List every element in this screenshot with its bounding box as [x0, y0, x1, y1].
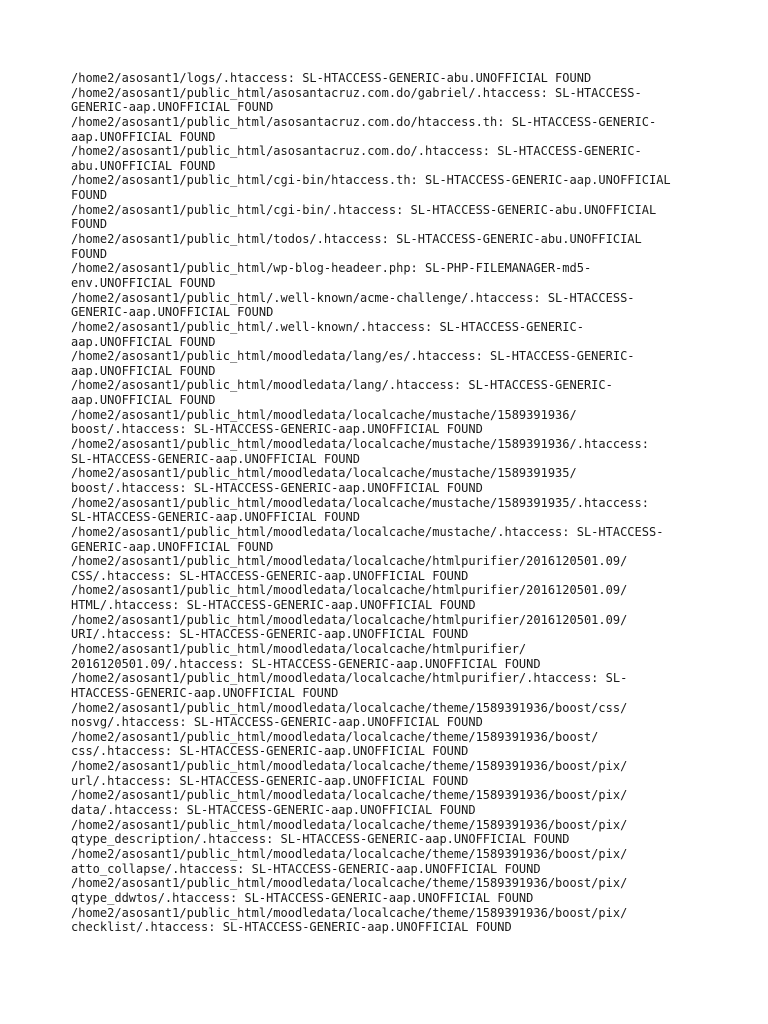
scan-result-entry [71, 466, 711, 495]
scan-result-entry [71, 86, 711, 115]
scan-result-line: HTACCESS-GENERIC-aap.UNOFFICIAL FOUND [71, 685, 339, 700]
scan-result-line: CSS/.htaccess: SL-HTACCESS-GENERIC-aap.UNOFFICIAL FOUND [71, 568, 469, 583]
scan-result-entry [71, 730, 711, 759]
scan-result-line: aap.UNOFFICIAL FOUND [71, 393, 216, 408]
scan-result-line: GENERIC-aap.UNOFFICIAL FOUND [71, 100, 274, 115]
scan-result-line: URI/.htaccess: SL-HTACCESS-GENERIC-aap.UNOFFICIAL FOUND [71, 627, 469, 642]
scan-result-line: SL-HTACCESS-GENERIC-aap.UNOFFICIAL FOUND [71, 451, 360, 466]
scan-result-entry [71, 788, 711, 817]
scan-result-entry [71, 144, 711, 173]
scan-result-line: /home2/asosant1/public_html/moodledata/localcache/theme/1589391936/boost/pix/ [71, 876, 628, 891]
scan-result-line: GENERIC-aap.UNOFFICIAL FOUND [71, 305, 274, 320]
scan-result-entry [71, 847, 711, 876]
scan-result-entry [71, 320, 711, 349]
scan-result-line: /home2/asosant1/public_html/moodledata/localcache/htmlpurifier/2016120501.09/ [71, 554, 628, 569]
scan-result-line: /home2/asosant1/public_html/moodledata/localcache/mustache/1589391936/.htaccess: [71, 437, 649, 452]
scan-result-entry [71, 496, 711, 525]
scan-result-line: /home2/asosant1/public_html/cgi-bin/htaccess.th: SL-HTACCESS-GENERIC-aap.UNOFFICIAL [71, 173, 671, 188]
scan-result-entry [71, 906, 711, 935]
scan-result-line: /home2/asosant1/public_html/moodledata/localcache/htmlpurifier/2016120501.09/ [71, 612, 628, 627]
scan-result-line: css/.htaccess: SL-HTACCESS-GENERIC-aap.UNOFFICIAL FOUND [71, 744, 469, 759]
scan-result-line: checklist/.htaccess: SL-HTACCESS-GENERIC-aap.UNOFFICIAL FOUND [71, 920, 512, 935]
scan-result-entry [71, 437, 711, 466]
scan-result-entry [71, 876, 711, 905]
scan-result-log [71, 71, 711, 935]
scan-result-entry [71, 115, 711, 144]
scan-result-entry [71, 349, 711, 378]
scan-result-line: /home2/asosant1/public_html/moodledata/localcache/mustache/1589391935/ [71, 466, 577, 481]
scan-result-line: /home2/asosant1/public_html/moodledata/localcache/theme/1589391936/boost/ [71, 729, 599, 744]
scan-result-line: /home2/asosant1/logs/.htaccess: SL-HTACCESS-GENERIC-abu.UNOFFICIAL FOUND [71, 71, 592, 85]
scan-result-line: FOUND [71, 188, 108, 203]
scan-result-line: boost/.htaccess: SL-HTACCESS-GENERIC-aap.UNOFFICIAL FOUND [71, 422, 483, 437]
scan-result-entry [71, 642, 711, 671]
scan-result-entry [71, 71, 711, 86]
scan-result-line: qtype_description/.htaccess: SL-HTACCESS-GENERIC-aap.UNOFFICIAL FOUND [71, 832, 570, 847]
scan-result-entry [71, 408, 711, 437]
scan-result-entry [71, 671, 711, 700]
scan-result-line: FOUND [71, 246, 108, 261]
scan-result-line: data/.htaccess: SL-HTACCESS-GENERIC-aap.UNOFFICIAL FOUND [71, 803, 476, 818]
scan-result-line: GENERIC-aap.UNOFFICIAL FOUND [71, 539, 274, 554]
scan-result-line: /home2/asosant1/public_html/moodledata/localcache/htmlpurifier/2016120501.09/ [71, 583, 628, 598]
scan-result-entry [71, 818, 711, 847]
scan-result-line: /home2/asosant1/public_html/moodledata/localcache/theme/1589391936/boost/pix/ [71, 905, 628, 920]
scan-result-entry [71, 525, 711, 554]
scan-result-entry [71, 759, 711, 788]
scan-result-line: abu.UNOFFICIAL FOUND [71, 158, 216, 173]
scan-result-line: /home2/asosant1/public_html/moodledata/localcache/mustache/.htaccess: SL-HTACCESS- [71, 524, 664, 539]
scan-result-line: /home2/asosant1/public_html/asosantacruz.com.do/.htaccess: SL-HTACCESS-GENERIC- [71, 144, 642, 159]
scan-result-entry [71, 701, 711, 730]
scan-result-line: /home2/asosant1/public_html/moodledata/localcache/mustache/1589391936/ [71, 407, 577, 422]
scan-result-line: /home2/asosant1/public_html/moodledata/localcache/htmlpurifier/.htaccess: SL- [71, 671, 628, 686]
scan-result-entry [71, 291, 711, 320]
scan-result-entry [71, 173, 711, 202]
scan-result-line: /home2/asosant1/public_html/moodledata/localcache/htmlpurifier/ [71, 641, 527, 656]
scan-result-line: /home2/asosant1/public_html/cgi-bin/.htaccess: SL-HTACCESS-GENERIC-abu.UNOFFICIAL [71, 202, 657, 217]
scan-result-line: /home2/asosant1/public_html/.well-known/.htaccess: SL-HTACCESS-GENERIC- [71, 319, 584, 334]
scan-result-entry [71, 203, 711, 232]
scan-result-line: atto_collapse/.htaccess: SL-HTACCESS-GENERIC-aap.UNOFFICIAL FOUND [71, 861, 541, 876]
scan-result-line: 2016120501.09/.htaccess: SL-HTACCESS-GENERIC-aap.UNOFFICIAL FOUND [71, 656, 541, 671]
scan-result-line: aap.UNOFFICIAL FOUND [71, 334, 216, 349]
scan-result-entry [71, 554, 711, 583]
scan-result-line: url/.htaccess: SL-HTACCESS-GENERIC-aap.UNOFFICIAL FOUND [71, 773, 469, 788]
scan-result-line: /home2/asosant1/public_html/moodledata/localcache/theme/1589391936/boost/pix/ [71, 759, 628, 774]
scan-result-line: /home2/asosant1/public_html/.well-known/acme-challenge/.htaccess: SL-HTACCESS- [71, 290, 635, 305]
scan-result-entry [71, 613, 711, 642]
scan-result-line: /home2/asosant1/public_html/moodledata/localcache/theme/1589391936/boost/pix/ [71, 817, 628, 832]
scan-result-line: /home2/asosant1/public_html/moodledata/localcache/theme/1589391936/boost/pix/ [71, 788, 628, 803]
scan-result-entry [71, 232, 711, 261]
scan-result-entry [71, 261, 711, 290]
scan-result-line: SL-HTACCESS-GENERIC-aap.UNOFFICIAL FOUND [71, 510, 360, 525]
scan-result-line: qtype_ddwtos/.htaccess: SL-HTACCESS-GENERIC-aap.UNOFFICIAL FOUND [71, 890, 534, 905]
scan-result-entry [71, 378, 711, 407]
scan-result-line: nosvg/.htaccess: SL-HTACCESS-GENERIC-aap.UNOFFICIAL FOUND [71, 715, 483, 730]
scan-result-line: aap.UNOFFICIAL FOUND [71, 129, 216, 144]
scan-result-line: boost/.htaccess: SL-HTACCESS-GENERIC-aap.UNOFFICIAL FOUND [71, 480, 483, 495]
scan-result-line: FOUND [71, 217, 108, 232]
scan-result-line: /home2/asosant1/public_html/todos/.htaccess: SL-HTACCESS-GENERIC-abu.UNOFFICIAL [71, 232, 642, 247]
scan-result-line: env.UNOFFICIAL FOUND [71, 275, 216, 290]
scan-result-line: /home2/asosant1/public_html/moodledata/localcache/theme/1589391936/boost/pix/ [71, 846, 628, 861]
scan-result-line: /home2/asosant1/public_html/moodledata/localcache/theme/1589391936/boost/css/ [71, 700, 628, 715]
scan-result-line: /home2/asosant1/public_html/asosantacruz.com.do/gabriel/.htaccess: SL-HTACCESS- [71, 85, 642, 100]
scan-result-line: /home2/asosant1/public_html/moodledata/lang/es/.htaccess: SL-HTACCESS-GENERIC- [71, 349, 635, 364]
scan-result-line: /home2/asosant1/public_html/wp-blog-headeer.php: SL-PHP-FILEMANAGER-md5- [71, 261, 592, 276]
scan-result-line: aap.UNOFFICIAL FOUND [71, 363, 216, 378]
scan-result-entry [71, 583, 711, 612]
scan-result-line: /home2/asosant1/public_html/moodledata/lang/.htaccess: SL-HTACCESS-GENERIC- [71, 378, 613, 393]
scan-result-line: /home2/asosant1/public_html/moodledata/localcache/mustache/1589391935/.htaccess: [71, 495, 649, 510]
scan-result-line: HTML/.htaccess: SL-HTACCESS-GENERIC-aap.UNOFFICIAL FOUND [71, 598, 476, 613]
scan-result-line: /home2/asosant1/public_html/asosantacruz.com.do/htaccess.th: SL-HTACCESS-GENERIC- [71, 114, 657, 129]
